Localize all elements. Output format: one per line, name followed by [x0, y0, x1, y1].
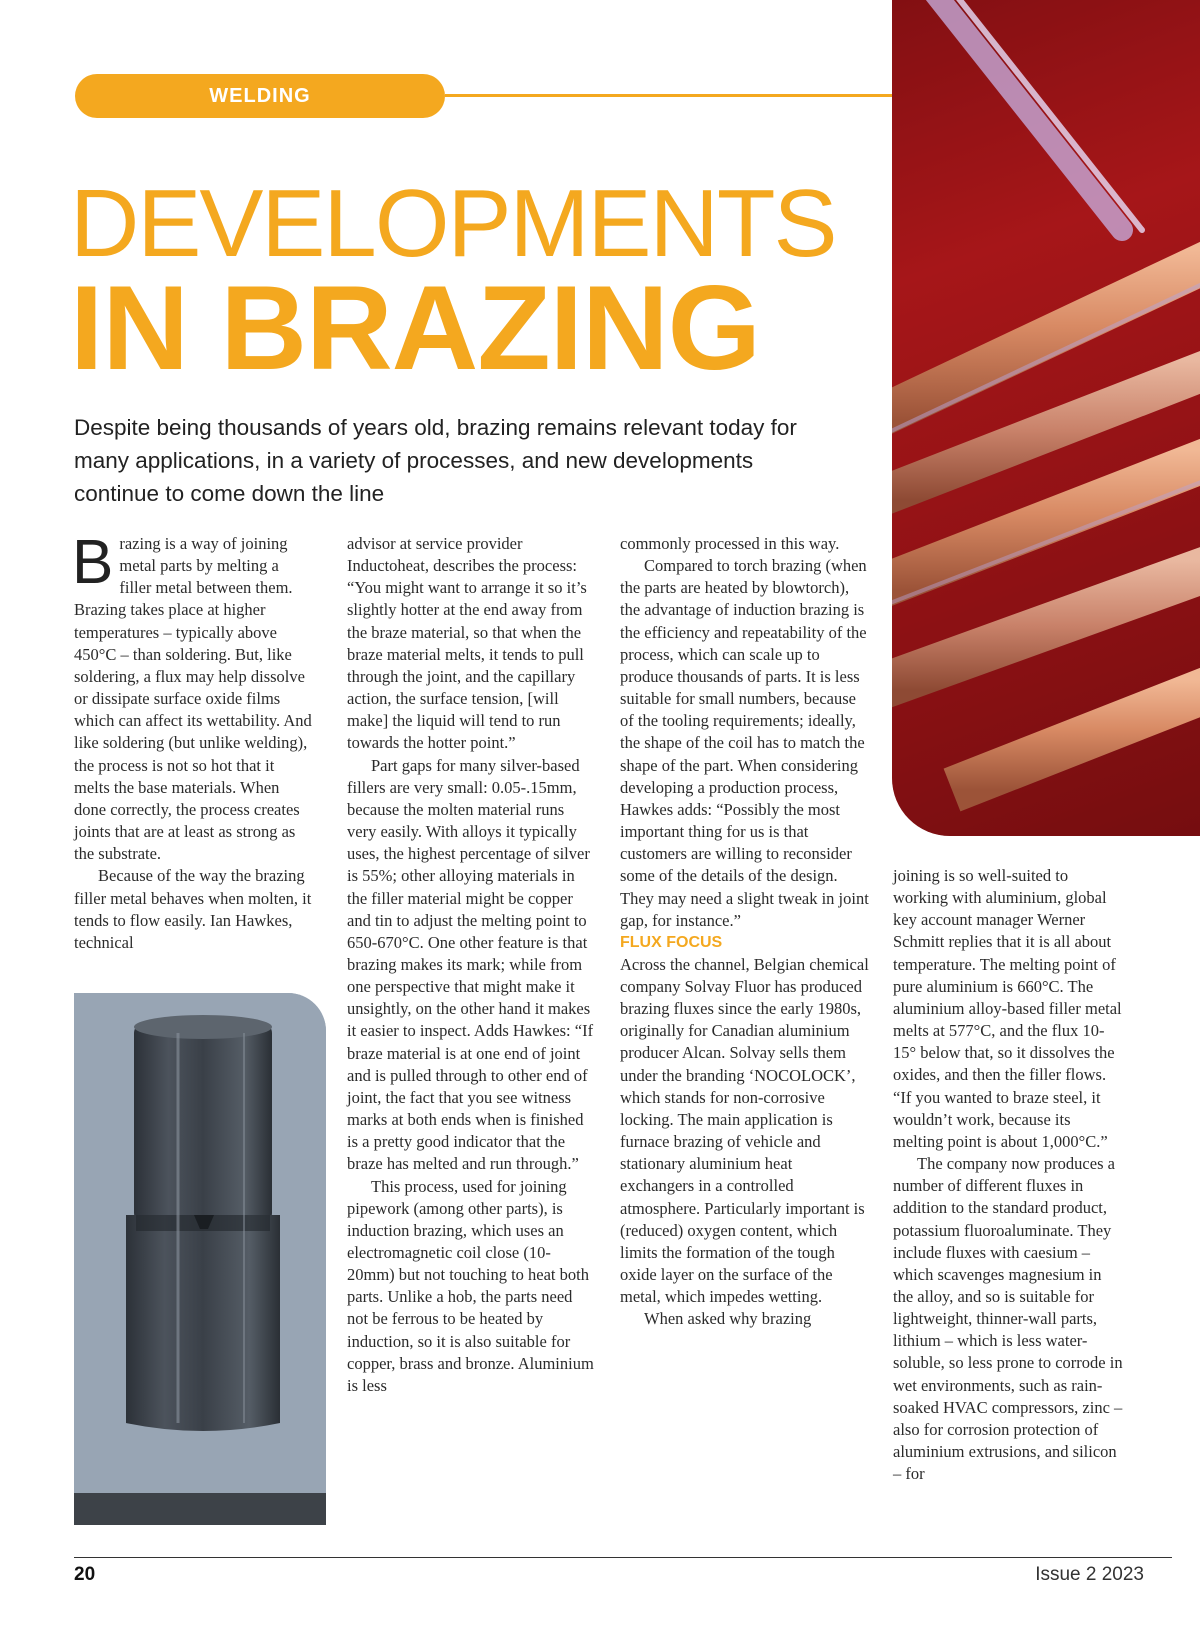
headline-line-2: IN BRAZING — [70, 261, 760, 395]
article-column-4 — [893, 865, 1123, 1485]
article-paragraph: This process, used for joining pipework (among other parts), is induction brazing, which uses an electromagnetic coil close (10-20mm) but not touching to heat both parts. Unlike a hob, the parts need not be ferrous to be heated by induction, so it is also suitable for copper, brass and bronze. Aluminium is less — [347, 1176, 594, 1395]
photo-copper-pipes — [892, 0, 1200, 836]
article-paragraph: Compared to torch brazing (when the parts are heated by blowtorch), the advantage of induction brazing is the efficiency and repeatability of the process, which can scale up to produce thousands of parts. It is less suitable for small numbers, because of the tooling requirements; ideally, the shape of the coil has to match the shape of the part. When considering developing a production process, Hawkes adds: “Possibly the most important thing for us is that customers are willing to reconsider some of the details of the design. They may need a slight tweak in joint gap, for instance.” — [620, 556, 869, 930]
issue-label: Issue 2 2023 — [1035, 1564, 1144, 1585]
article-paragraph: Part gaps for many silver-based fillers are very small: 0.05-.15mm, because the molten material runs very easily. With alloys it typically uses, the highest percentage of silver is 55%; other alloying materials in the filler material might be copper and tin to adjust the melting point to 650-670°C. One other feature is that brazing makes its mark; while from one perspective that might make it unsightly, on the other hand it makes it easier to inspect. Adds Hawkes: “If braze material is at one end of joint and is pulled through to other end of joint, the fact that you see witness marks at both ends when is finished is a pretty good indicator that the braze has melted and run through.” — [347, 755, 594, 1174]
article-paragraph: joining is so well-suited to working with aluminium, global key account manager Werner Schmitt replies that it is all about temperature. The melting point of pure aluminium is 660°C. The aluminium alloy-based filler metal melts at 577°C, and the flux 10-15° below that, so it dissolves the oxides, and then the filler flows. “If you wanted to braze steel, it wouldn’t work, because its melting point is about 1,000°C.” — [893, 866, 1122, 1151]
article-paragraph — [72, 528, 314, 865]
headline-line-1: DEVELOPMENTS — [70, 170, 836, 277]
drop-cap: B — [72, 528, 114, 597]
standfirst: Despite being thousands of years old, brazing remains relevant today for many applications, in a variety of processes, and new developments continue to come down the line — [74, 415, 797, 506]
footer-rule — [74, 1557, 1172, 1558]
article-paragraph: Because of the way the brazing filler metal behaves when molten, it tends to flow easily. Ian Hawkes, technical — [74, 866, 312, 952]
article-column-3 — [620, 533, 870, 1330]
section-tag — [75, 74, 445, 118]
subheading-flux-focus: FLUX FOCUS — [620, 933, 723, 951]
article-paragraph: When asked why brazing — [644, 1309, 812, 1329]
brazed-part-illustration — [74, 993, 326, 1525]
article-paragraph: Across the channel, Belgian chemical company Solvay Fluor has produced brazing fluxes since the early 1980s, originally for Canadian aluminium producer Alcan. Solvay sells them under the branding ‘NOCOLOCK’, which stands for non-corrosive locking. The main application is furnace brazing of vehicle and stationary aluminium heat exchangers in a controlled atmosphere. Particularly important is (reduced) oxygen content, which limits the formation of the tough oxide layer on the surface of the metal, which impedes wetting. — [620, 954, 869, 1307]
article-paragraph: commonly processed in this way. — [620, 534, 840, 553]
copper-pipes-illustration — [892, 0, 1200, 836]
article-column-2 — [347, 533, 595, 1397]
page-number: 20 — [74, 1564, 96, 1585]
section-tag-label: WELDING — [209, 84, 311, 107]
article-text: razing is a way of joining metal parts by melting a filler metal between them. Brazing takes place at higher temperatures – typically above 450°C – than soldering. But, like soldering, a flux may help dissolve or dissipate surface oxide films which can affect its wettability. And like soldering (but unlike welding), the process is not so hot that it melts the base materials. When done correctly, the process creates joints that are at least as strong as the substrate. — [74, 534, 312, 864]
section-tag-rule — [445, 94, 892, 97]
article-paragraph: advisor at service provider Inductoheat, describes the process: “You might want to arrange it so it’s slightly hotter at the end away from the braze material, so that when the braze material melts, it tends to pull through the joint, and the capillary action, the surface tension, [will make] the liquid will tend to run towards the hotter point.” — [347, 534, 587, 753]
article-paragraph: The company now produces a number of different fluxes in addition to the standard product, potassium fluoroaluminate. They include fluxes with caesium – which scavenges magnesium in the alloy, and so is suitable for lightweight, thinner-wall parts, lithium – which is less water-soluble, so less prone to corrode in wet environments, such as rain-soaked HVAC compressors, zinc – also for corrosion protection of aluminium extrusions, and silicon – for — [893, 1154, 1123, 1484]
photo-brazed-part — [74, 993, 326, 1525]
article-column-1 — [72, 528, 314, 954]
